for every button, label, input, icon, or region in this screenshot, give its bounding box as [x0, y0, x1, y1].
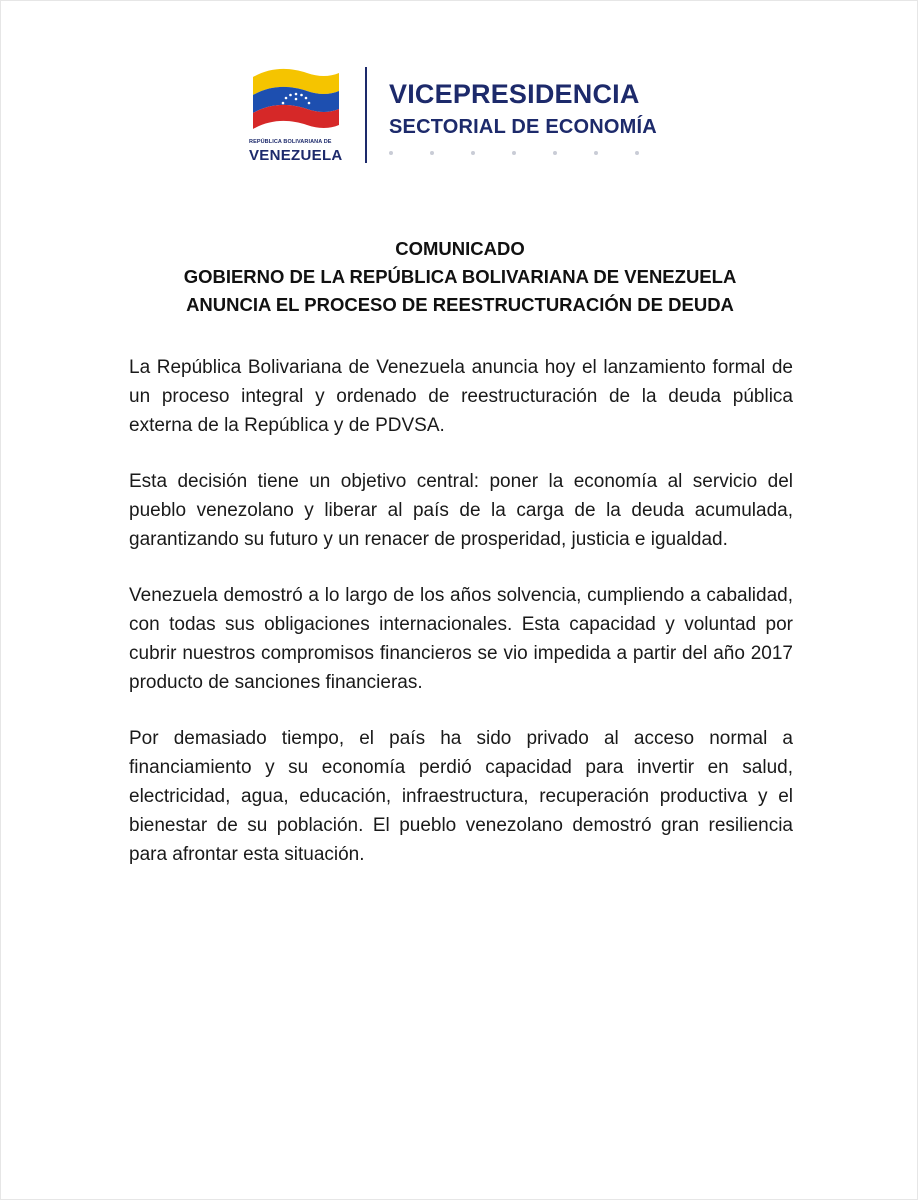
logo-divider: [365, 67, 367, 163]
heading-line-1: COMUNICADO: [395, 238, 525, 259]
office-subtitle: SECTORIAL DE ECONOMÍA: [389, 116, 657, 138]
logo-country-small: REPÚBLICA BOLIVARIANA DE: [249, 139, 332, 145]
paragraph: Por demasiado tiempo, el país ha sido privado al acceso normal a financiamiento y su economía perdió capacidad para invertir en salud, electricidad, agua, educación, infraestructura, recuperación productiva y el bienestar de su población. El pueblo venezolano demostró gran resiliencia para afrontar esta situación.: [129, 728, 793, 865]
office-title: VICEPRESIDENCIA: [389, 79, 640, 109]
paragraph: La República Bolivariana de Venezuela anuncia hoy el lanzamiento formal de un proceso integral y ordenado de reestructuración de la deuda pública externa de la República y de PDVSA.: [129, 357, 793, 436]
communique-body: [129, 353, 793, 896]
paragraph: Esta decisión tiene un objetivo central: poner la economía al servicio del pueblo venezolano y liberar al país de la carga de la deuda acumulada, garantizando su futuro y un renacer de prosperidad, justicia e igualdad.: [129, 471, 793, 550]
communique-heading: [1, 235, 918, 319]
vicepresidencia-logo: [247, 63, 677, 167]
heading-line-2: GOBIERNO DE LA REPÚBLICA BOLIVARIANA DE VENEZUELA: [183, 266, 737, 287]
paragraph: Venezuela demostró a lo largo de los años solvencia, cumpliendo a cabalidad, con todas sus obligaciones internacionales. Esta capacidad y voluntad por cubrir nuestros compromisos financieros se vio impedida a partir del año 2017 producto de sanciones financieras.: [129, 585, 793, 693]
logo-country: VENEZUELA: [249, 147, 343, 164]
venezuela-flag-icon: [249, 67, 341, 133]
heading-line-3: ANUNCIA EL PROCESO DE REESTRUCTURACIÓN DE DEUDA: [186, 294, 734, 315]
decorative-dots: [389, 151, 639, 155]
